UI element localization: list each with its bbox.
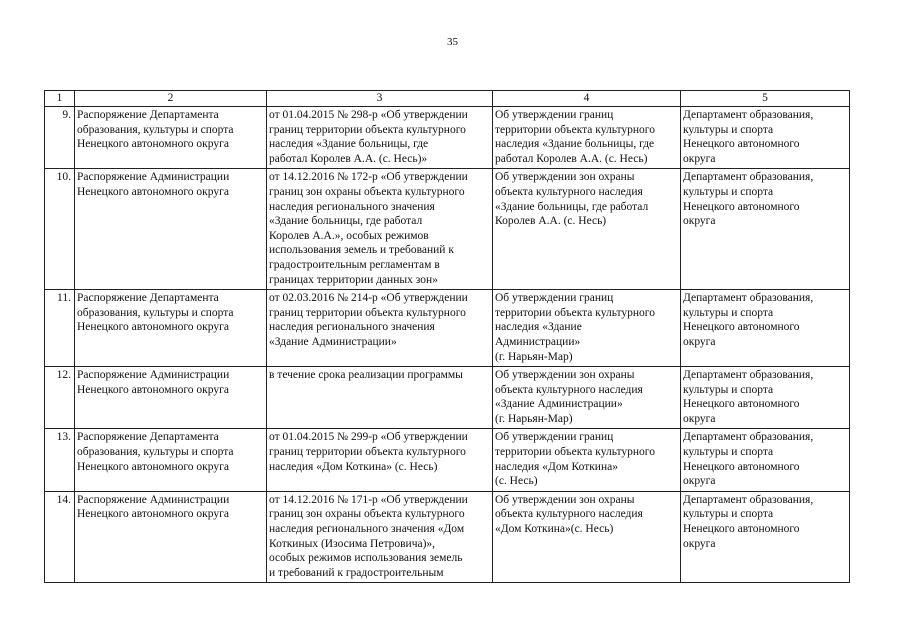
document-type-cell: Распоряжение Департамента образования, культуры и спорта Ненецкого автономного округа: [75, 107, 267, 169]
row-number: 10.: [45, 169, 75, 290]
table-row: [45, 367, 850, 429]
table-row: [45, 491, 850, 583]
document-date-cell: в течение срока реализации программы: [267, 367, 493, 429]
page-number: 35: [447, 36, 458, 48]
row-number: 13.: [45, 429, 75, 491]
table-row: [45, 290, 850, 367]
column-header-4: 4: [493, 91, 681, 107]
document-subject-cell: Об утверждении границ территории объекта культурного наследия «Дом Коткина» (с. Несь): [493, 429, 681, 491]
executor-cell: Департамент образования, культуры и спорта Ненецкого автономного округа: [681, 107, 850, 169]
table-row: [45, 429, 850, 491]
column-header-5: 5: [681, 91, 850, 107]
document-type-cell: Распоряжение Департамента образования, культуры и спорта Ненецкого автономного округа: [75, 290, 267, 367]
executor-cell: Департамент образования, культуры и спорта Ненецкого автономного округа: [681, 429, 850, 491]
document-subject-cell: Об утверждении зон охраны объекта культурного наследия «Здание Администрации» (г. Нарьян-Мар): [493, 367, 681, 429]
row-number: 11.: [45, 290, 75, 367]
table-row: [45, 169, 850, 290]
document-type-cell: Распоряжение Администрации Ненецкого автономного округа: [75, 367, 267, 429]
document-subject-cell: Об утверждении зон охраны объекта культурного наследия «Дом Коткина»(с. Несь): [493, 491, 681, 583]
document-table: [44, 90, 850, 583]
executor-cell: Департамент образования, культуры и спорта Ненецкого автономного округа: [681, 290, 850, 367]
document-type-cell: Распоряжение Администрации Ненецкого автономного округа: [75, 169, 267, 290]
row-number: 9.: [45, 107, 75, 169]
executor-cell: Департамент образования, культуры и спорта Ненецкого автономного округа: [681, 169, 850, 290]
document-date-cell: от 01.04.2015 № 298-р «Об утверждении границ территории объекта культурного наследия «Здание больницы, где работал Королев А.А. (с. Несь)»: [267, 107, 493, 169]
row-number: 12.: [45, 367, 75, 429]
executor-cell: Департамент образования, культуры и спорта Ненецкого автономного округа: [681, 491, 850, 583]
column-header-1: 1: [45, 91, 75, 107]
document-subject-cell: Об утверждении границ территории объекта культурного наследия «Здание Администрации» (г. Нарьян-Мар): [493, 290, 681, 367]
table-row: [45, 107, 850, 169]
document-date-cell: от 14.12.2016 № 172-р «Об утверждении границ зон охраны объекта культурного наследия регионального значения «Здание больницы, где работал Королев А.А.», особых режимов использования земель и требований к градостроительным регламентам в границах территории данных зон»: [267, 169, 493, 290]
table-header-row: [45, 91, 850, 107]
column-header-2: 2: [75, 91, 267, 107]
document-type-cell: Распоряжение Департамента образования, культуры и спорта Ненецкого автономного округа: [75, 429, 267, 491]
document-subject-cell: Об утверждении границ территории объекта культурного наследия «Здание больницы, где работал Королев А.А. (с. Несь): [493, 107, 681, 169]
row-number: 14.: [45, 491, 75, 583]
column-header-3: 3: [267, 91, 493, 107]
executor-cell: Департамент образования, культуры и спорта Ненецкого автономного округа: [681, 367, 850, 429]
document-subject-cell: Об утверждении зон охраны объекта культурного наследия «Здание больницы, где работал Королев А.А. (с. Несь): [493, 169, 681, 290]
document-type-cell: Распоряжение Администрации Ненецкого автономного округа: [75, 491, 267, 583]
document-date-cell: от 02.03.2016 № 214-р «Об утверждении границ территории объекта культурного наследия регионального значения «Здание Администрации»: [267, 290, 493, 367]
document-date-cell: от 01.04.2015 № 299-р «Об утверждении границ территории объекта культурного наследия «Дом Коткина» (с. Несь): [267, 429, 493, 491]
document-date-cell: от 14.12.2016 № 171-р «Об утверждении границ зон охраны объекта культурного наследия регионального значения «Дом Коткиных (Изосима Петровича)», особых режимов использования земель и требований к градостроительным: [267, 491, 493, 583]
